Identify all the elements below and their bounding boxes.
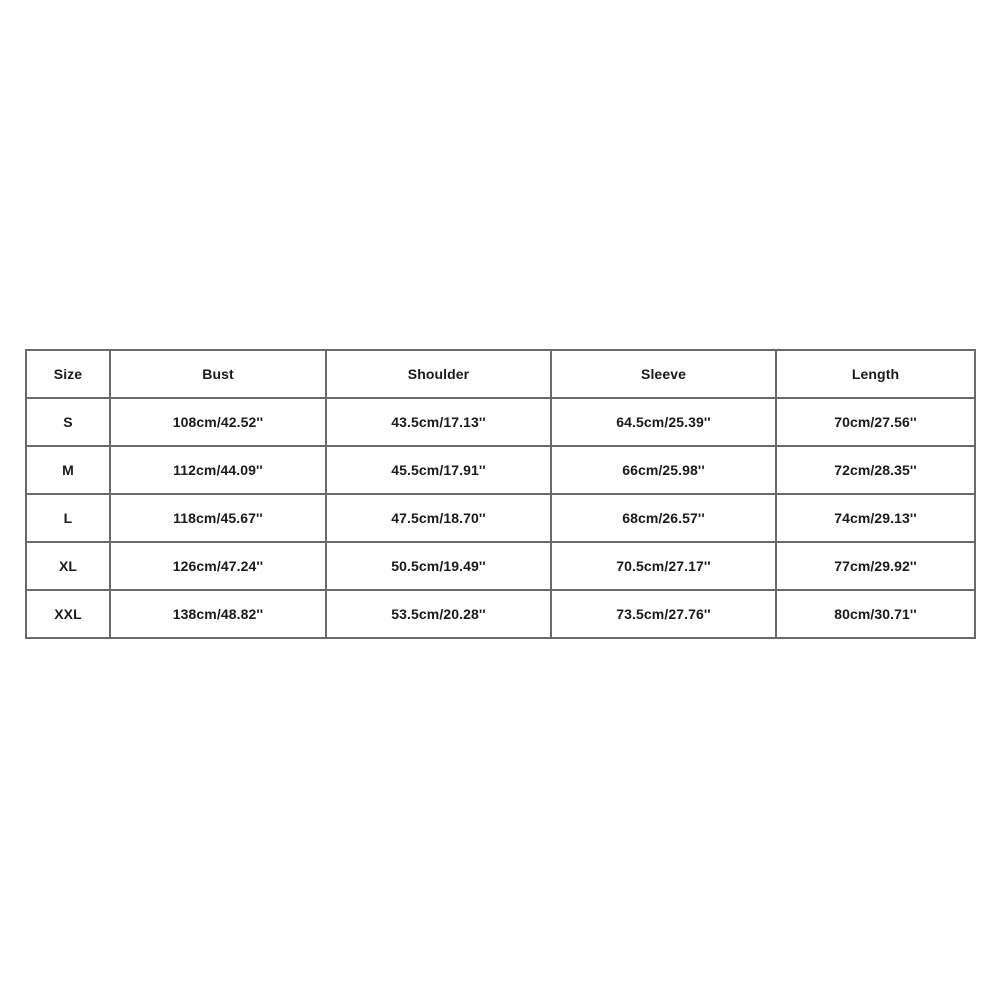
length-cell: 77cm/29.92'' [776,542,975,590]
table-row [26,590,975,638]
bust-cell: 126cm/47.24'' [110,542,326,590]
table-row [26,494,975,542]
size-cell: XXL [26,590,110,638]
shoulder-cell: 43.5cm/17.13'' [326,398,551,446]
sleeve-cell: 64.5cm/25.39'' [551,398,776,446]
bust-cell: 108cm/42.52'' [110,398,326,446]
table-row [26,542,975,590]
table-row [26,398,975,446]
bust-cell: 112cm/44.09'' [110,446,326,494]
length-cell: 80cm/30.71'' [776,590,975,638]
shoulder-cell: 47.5cm/18.70'' [326,494,551,542]
size-cell: L [26,494,110,542]
length-cell: 72cm/28.35'' [776,446,975,494]
table-row [26,446,975,494]
shoulder-cell: 50.5cm/19.49'' [326,542,551,590]
header-sleeve: Sleeve [551,350,776,398]
size-cell: M [26,446,110,494]
bust-cell: 138cm/48.82'' [110,590,326,638]
size-cell: S [26,398,110,446]
size-chart-table [25,349,976,639]
sleeve-cell: 66cm/25.98'' [551,446,776,494]
table-header-row [26,350,975,398]
shoulder-cell: 45.5cm/17.91'' [326,446,551,494]
length-cell: 74cm/29.13'' [776,494,975,542]
shoulder-cell: 53.5cm/20.28'' [326,590,551,638]
header-size: Size [26,350,110,398]
header-shoulder: Shoulder [326,350,551,398]
header-bust: Bust [110,350,326,398]
header-length: Length [776,350,975,398]
sleeve-cell: 70.5cm/27.17'' [551,542,776,590]
length-cell: 70cm/27.56'' [776,398,975,446]
sleeve-cell: 73.5cm/27.76'' [551,590,776,638]
bust-cell: 118cm/45.67'' [110,494,326,542]
size-cell: XL [26,542,110,590]
sleeve-cell: 68cm/26.57'' [551,494,776,542]
